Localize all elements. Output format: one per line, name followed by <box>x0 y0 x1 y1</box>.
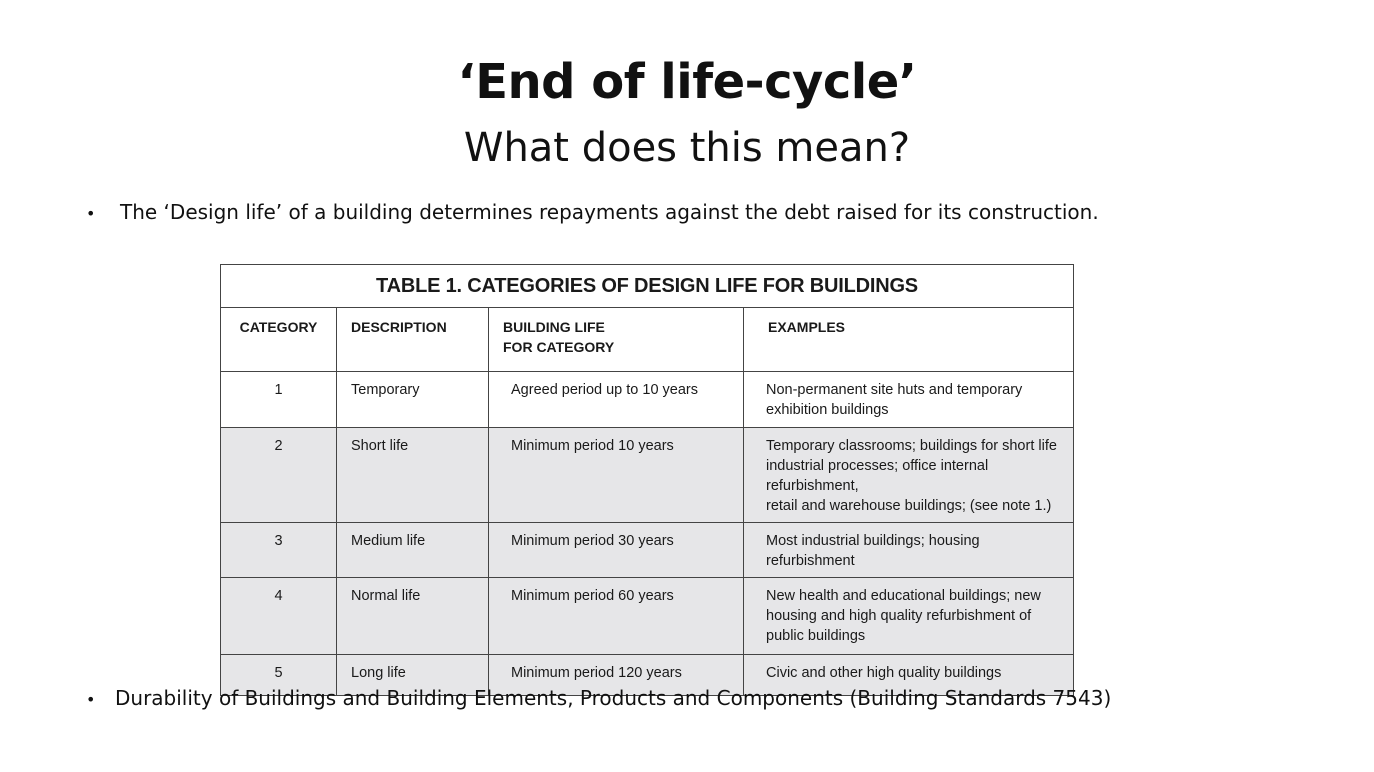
design-life-table <box>220 264 1074 696</box>
cell-building-life: Minimum period 60 years <box>489 578 744 655</box>
cell-category: 1 <box>221 372 337 428</box>
table-header-row <box>221 308 1074 372</box>
cell-description: Medium life <box>337 523 489 578</box>
slide-title: ‘End of life-cycle’ <box>457 54 917 110</box>
slide-subtitle: What does this mean? <box>463 125 911 171</box>
examples-line: public buildings <box>766 628 866 644</box>
bullet-marker: • <box>86 204 96 223</box>
bullet-item <box>86 684 1111 714</box>
cell-building-life: Minimum period 10 years <box>489 428 744 523</box>
cell-category: 2 <box>221 428 337 523</box>
table-row <box>221 372 1074 428</box>
cell-building-life: Minimum period 30 years <box>489 523 744 578</box>
header-building-life-line2: FOR CATEGORY <box>503 339 615 355</box>
cell-description: Normal life <box>337 578 489 655</box>
examples-line: exhibition buildings <box>766 402 889 418</box>
header-building-life-line1: BUILDING LIFE <box>503 319 605 335</box>
cell-category: 3 <box>221 523 337 578</box>
cell-building-life: Agreed period up to 10 years <box>489 372 744 428</box>
cell-examples <box>744 372 1074 428</box>
header-building-life <box>489 308 744 372</box>
design-life-table-container <box>220 264 1074 696</box>
cell-description: Short life <box>337 428 489 523</box>
cell-description: Long life <box>337 655 489 696</box>
cell-examples <box>744 523 1074 578</box>
cell-category: 4 <box>221 578 337 655</box>
table-row <box>221 428 1074 523</box>
table-row <box>221 578 1074 655</box>
header-category: CATEGORY <box>221 308 337 372</box>
examples-line: New health and educational buildings; new <box>766 588 1041 604</box>
table-caption: TABLE 1. CATEGORIES OF DESIGN LIFE FOR BUILDINGS <box>221 265 1074 308</box>
cell-examples <box>744 428 1074 523</box>
cell-category: 5 <box>221 655 337 696</box>
examples-line: Temporary classrooms; buildings for short life <box>766 438 1057 454</box>
bullet-item <box>86 198 1099 228</box>
examples-line: Non-permanent site huts and temporary <box>766 382 1023 398</box>
bullet-text: Durability of Buildings and Building Elements, Products and Components (Building Standards 7543) <box>115 686 1112 710</box>
header-examples: EXAMPLES <box>744 308 1074 372</box>
examples-line: retail and warehouse buildings; (see note 1.) <box>766 498 1052 514</box>
examples-line: Civic and other high quality buildings <box>766 665 1002 681</box>
examples-line: housing and high quality refurbishment of <box>766 608 1032 624</box>
bullet-marker: • <box>86 690 96 709</box>
cell-description: Temporary <box>337 372 489 428</box>
bullet-text: The ‘Design life’ of a building determines repayments against the debt raised for its construction. <box>120 200 1099 224</box>
header-description: DESCRIPTION <box>337 308 489 372</box>
examples-line: industrial processes; office internal refurbishment, <box>766 458 989 494</box>
examples-line: Most industrial buildings; housing refurbishment <box>766 533 980 569</box>
cell-examples <box>744 578 1074 655</box>
table-row <box>221 523 1074 578</box>
cell-building-life: Minimum period 120 years <box>489 655 744 696</box>
